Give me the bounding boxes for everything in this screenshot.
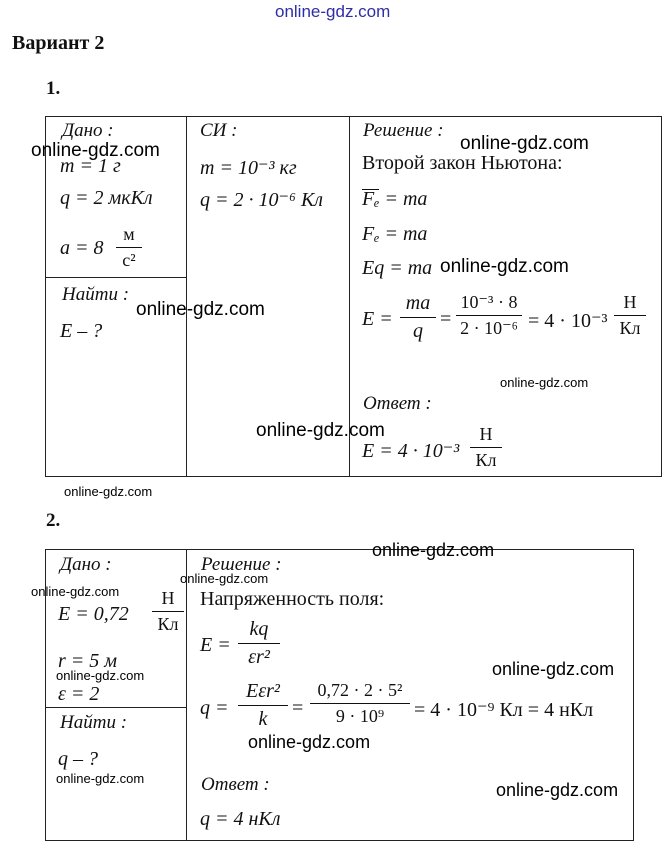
p1-eq1-rhs: = ma (384, 188, 428, 210)
problem-1-number: 1. (46, 78, 61, 99)
p2-given-label: Дано : (60, 554, 112, 575)
p2-frac1 (238, 618, 280, 669)
p1-find-target: E – ? (60, 320, 103, 342)
watermark: online-gdz.com (500, 375, 589, 390)
watermark: online-gdz.com (460, 133, 589, 154)
p1-given-m: m = 1 г (60, 155, 121, 177)
p1-frac2 (456, 292, 522, 339)
p1-eq3: Eq = ma (362, 257, 433, 279)
p1-eq2: Fₑ = ma (362, 223, 428, 245)
watermark: online-gdz.com (31, 140, 160, 161)
p2-result: = 4 · 10⁻⁹ Кл = 4 нКл (414, 699, 594, 721)
variant-title: Вариант 2 (12, 32, 105, 54)
watermark: online-gdz.com (56, 668, 145, 683)
p2-title: Напряженность поля: (200, 588, 385, 610)
p1-law: Второй закон Ньютона: (362, 152, 563, 174)
p2-given-E-unit-num: Н (161, 588, 175, 608)
p2-frac3-den: 9 · 10⁹ (335, 706, 385, 726)
p2-given-eps: ε = 2 (58, 683, 100, 705)
watermark: online-gdz.com (31, 584, 120, 599)
p1-given-a-unit-num: м (123, 224, 135, 244)
p1-frac2-den: 2 · 10⁻⁶ (460, 318, 518, 338)
p1-result-unit-num: Н (623, 292, 637, 312)
p2-solution-label: Решение : (201, 554, 282, 575)
watermark: online-gdz.com (492, 659, 615, 679)
p1-frac1 (400, 292, 436, 343)
p1-eq1-lhs: Fₑ (362, 188, 380, 210)
p2-frac3 (310, 680, 410, 727)
p2-find-target: q – ? (58, 748, 98, 770)
p1-frac2-num: 10⁻³ · 8 (460, 292, 518, 312)
p1-si-q: q = 2 · 10⁻⁶ Кл (200, 189, 324, 211)
p1-eq1 (362, 188, 427, 211)
p1-frac1-den: q (413, 320, 423, 342)
p1-answer-unit (470, 424, 502, 471)
watermark: online-gdz.com (56, 771, 145, 786)
p2-answer-label: Ответ : (201, 774, 270, 795)
p1-eq-sign: = (440, 308, 452, 330)
p2-answer-value: q = 4 нКл (200, 808, 281, 830)
watermark: online-gdz.com (248, 732, 371, 752)
p1-answer-unit-num: Н (479, 424, 493, 444)
p1-given-label: Дано : (62, 120, 114, 141)
p1-result: = 4 · 10⁻³ (528, 310, 608, 332)
p1-answer-value: E = 4 · 10⁻³ (362, 440, 460, 462)
p2-frac1-num: kq (249, 618, 269, 640)
p1-E-lhs: E = (362, 308, 393, 330)
p2-given-E-unit (152, 588, 184, 635)
p1-result-unit (614, 292, 646, 339)
watermark: online-gdz.com (180, 571, 269, 586)
p1-result-unit-den: Кл (619, 318, 641, 338)
p2-given-E-unit-den: Кл (157, 614, 179, 634)
p1-given-q: q = 2 мкКл (60, 187, 153, 209)
watermark: online-gdz.com (64, 484, 153, 499)
header-watermark[interactable]: online-gdz.com (275, 2, 391, 21)
p1-frac1-num: ma (405, 292, 431, 314)
p1-si-label: СИ : (200, 120, 238, 141)
p2-find-label: Найти : (60, 712, 128, 733)
watermark: online-gdz.com (136, 299, 265, 320)
p2-q-lhs: q = (200, 697, 229, 719)
watermark: online-gdz.com (496, 780, 619, 800)
p1-si-m: m = 10⁻³ кг (200, 157, 297, 179)
p2-eq-sign: = (292, 697, 304, 719)
p1-given-a: a = 8 (60, 237, 104, 259)
p1-solution-label: Решение : (363, 120, 444, 141)
p1-answer-unit-den: Кл (475, 450, 497, 470)
p2-frac2-num: Eεr² (246, 680, 280, 702)
p2-frac3-num: 0,72 · 2 · 5² (317, 680, 403, 700)
p1-given-a-unit-den: с² (122, 250, 136, 270)
p2-frac2-den: k (258, 708, 268, 730)
watermark: online-gdz.com (372, 540, 495, 560)
problem-2-number: 2. (46, 510, 61, 531)
watermark: online-gdz.com (440, 256, 569, 277)
watermark: online-gdz.com (256, 420, 385, 441)
p2-given-r: r = 5 м (58, 650, 118, 672)
p2-E-lhs: E = (200, 634, 231, 656)
p1-given-a-unit (116, 224, 142, 271)
p1-find-label: Найти : (62, 284, 130, 305)
p1-answer-label: Ответ : (363, 393, 432, 414)
p2-given-E: E = 0,72 (58, 603, 129, 625)
p2-frac2 (238, 680, 288, 731)
p2-frac1-den: εr² (248, 646, 270, 668)
